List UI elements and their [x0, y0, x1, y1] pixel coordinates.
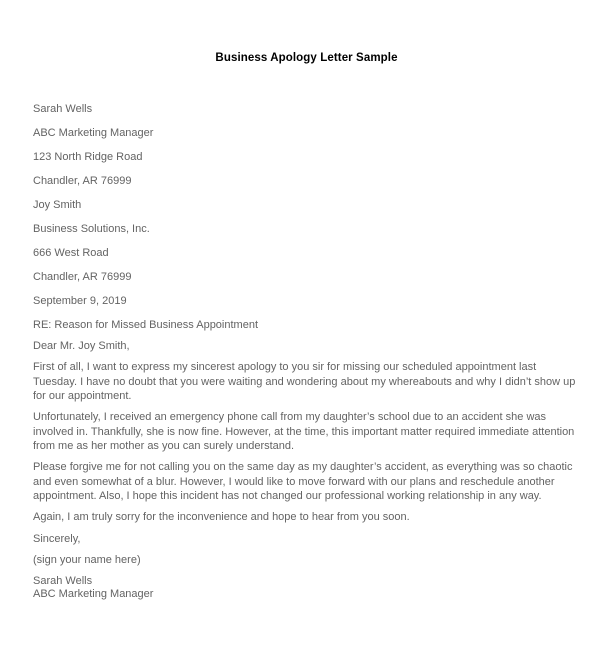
sender-address-line1: 123 North Ridge Road [33, 151, 143, 163]
letter-title: Business Apology Letter Sample [215, 52, 398, 64]
signature-placeholder: (sign your name here) [33, 554, 141, 566]
signature-job-title: ABC Marketing Manager [33, 587, 154, 600]
signature-name: Sarah Wells [33, 574, 93, 587]
letter-salutation: Dear Mr. Joy Smith, [33, 340, 130, 352]
letter-paragraph-3: Please forgive me for not calling you on the same day as my daughter’s accident, as everything was so chaotic and even somewhat of a blur. However, I would like to move forward with our plans and reschedule another appointment. Also, I hope this incident has not changed our professional working relationship in any way. [33, 461, 573, 502]
letter-paragraph-1: First of all, I want to express my sincerest apology to you sir for missing our scheduled appointment last Tuesday. I have no doubt that you were waiting and wondering about my whereabouts and why I didn’t show up for our appointment. [33, 361, 576, 402]
sender-address-line2: Chandler, AR 76999 [33, 175, 132, 187]
sender-job-title: ABC Marketing Manager [33, 127, 154, 139]
signature-block [33, 575, 580, 601]
letter-date: September 9, 2019 [33, 295, 127, 307]
recipient-company: Business Solutions, Inc. [33, 223, 150, 235]
recipient-address-line1: 666 West Road [33, 247, 109, 259]
sender-name: Sarah Wells [33, 103, 93, 115]
letter-closing: Sincerely, [33, 532, 81, 545]
recipient-name: Joy Smith [33, 199, 82, 211]
recipient-address-line2: Chandler, AR 76999 [33, 271, 132, 283]
letter-paragraph-2: Unfortunately, I received an emergency phone call from my daughter’s school due to an accident she was involved in. Thankfully, she is now fine. However, at the time, this important matter required immediate attention from me as her mother as you can surely understand. [33, 411, 575, 452]
letter-subject: RE: Reason for Missed Business Appointment [33, 319, 259, 331]
letter-paragraph-4: Again, I am truly sorry for the inconvenience and hope to hear from you soon. [33, 511, 410, 523]
